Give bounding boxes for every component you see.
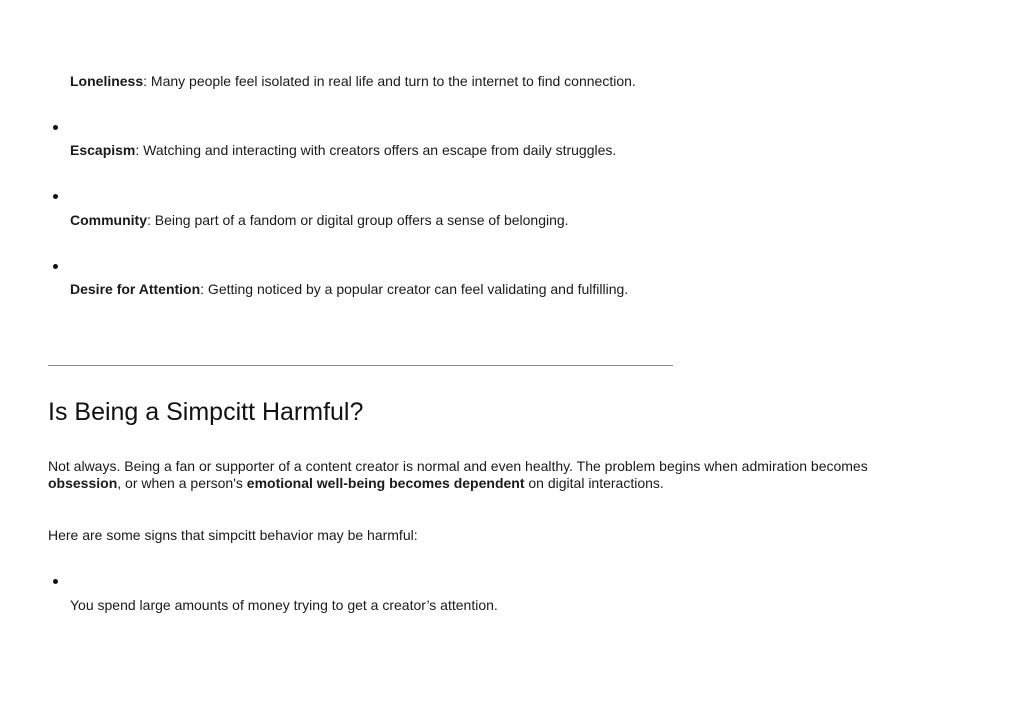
list-item-desire-for-attention (70, 281, 628, 298)
intro-mid: , or when a person's (117, 475, 247, 491)
horizontal-divider (48, 365, 673, 366)
list-item-loneliness (70, 73, 636, 90)
list-item-term: Desire for Attention (70, 281, 201, 297)
signs-lead-paragraph: Here are some signs that simpcitt behavior may be harmful: (48, 527, 418, 543)
list-item-text: : Being part of a fandom or digital group offers a sense of belonging. (147, 212, 569, 228)
intro-bold-obsession: obsession (48, 475, 118, 491)
list-item-text: : Many people feel isolated in real life and turn to the internet to find connection. (143, 73, 636, 89)
bullet-icon (53, 579, 58, 584)
list-item-text: : Watching and interacting with creators offers an escape from daily struggles. (135, 142, 617, 158)
list-item-term: Escapism (70, 142, 136, 158)
section-heading: Is Being a Simpcitt Harmful? (48, 398, 364, 426)
bullet-icon (53, 194, 58, 199)
list-item-term: Community (70, 212, 147, 228)
list-item-escapism (70, 142, 616, 159)
list-item-text: : Getting noticed by a popular creator can feel validating and fulfilling. (200, 281, 629, 297)
list-item-sign (70, 597, 498, 614)
bullet-icon (53, 264, 58, 269)
intro-line1: Not always. Being a fan or supporter of a content creator is normal and even healthy. The problem begins when admiration becomes (48, 458, 868, 474)
bullet-icon (53, 125, 58, 130)
intro-bold-dependent: emotional well-being becomes dependent (246, 475, 525, 491)
list-item-community (70, 212, 569, 229)
list-item-term: Loneliness (70, 73, 144, 89)
intro-end: on digital interactions. (524, 475, 664, 491)
intro-paragraph (48, 458, 918, 492)
list-item-text: You spend large amounts of money trying to get a creator’s attention. (70, 597, 498, 613)
